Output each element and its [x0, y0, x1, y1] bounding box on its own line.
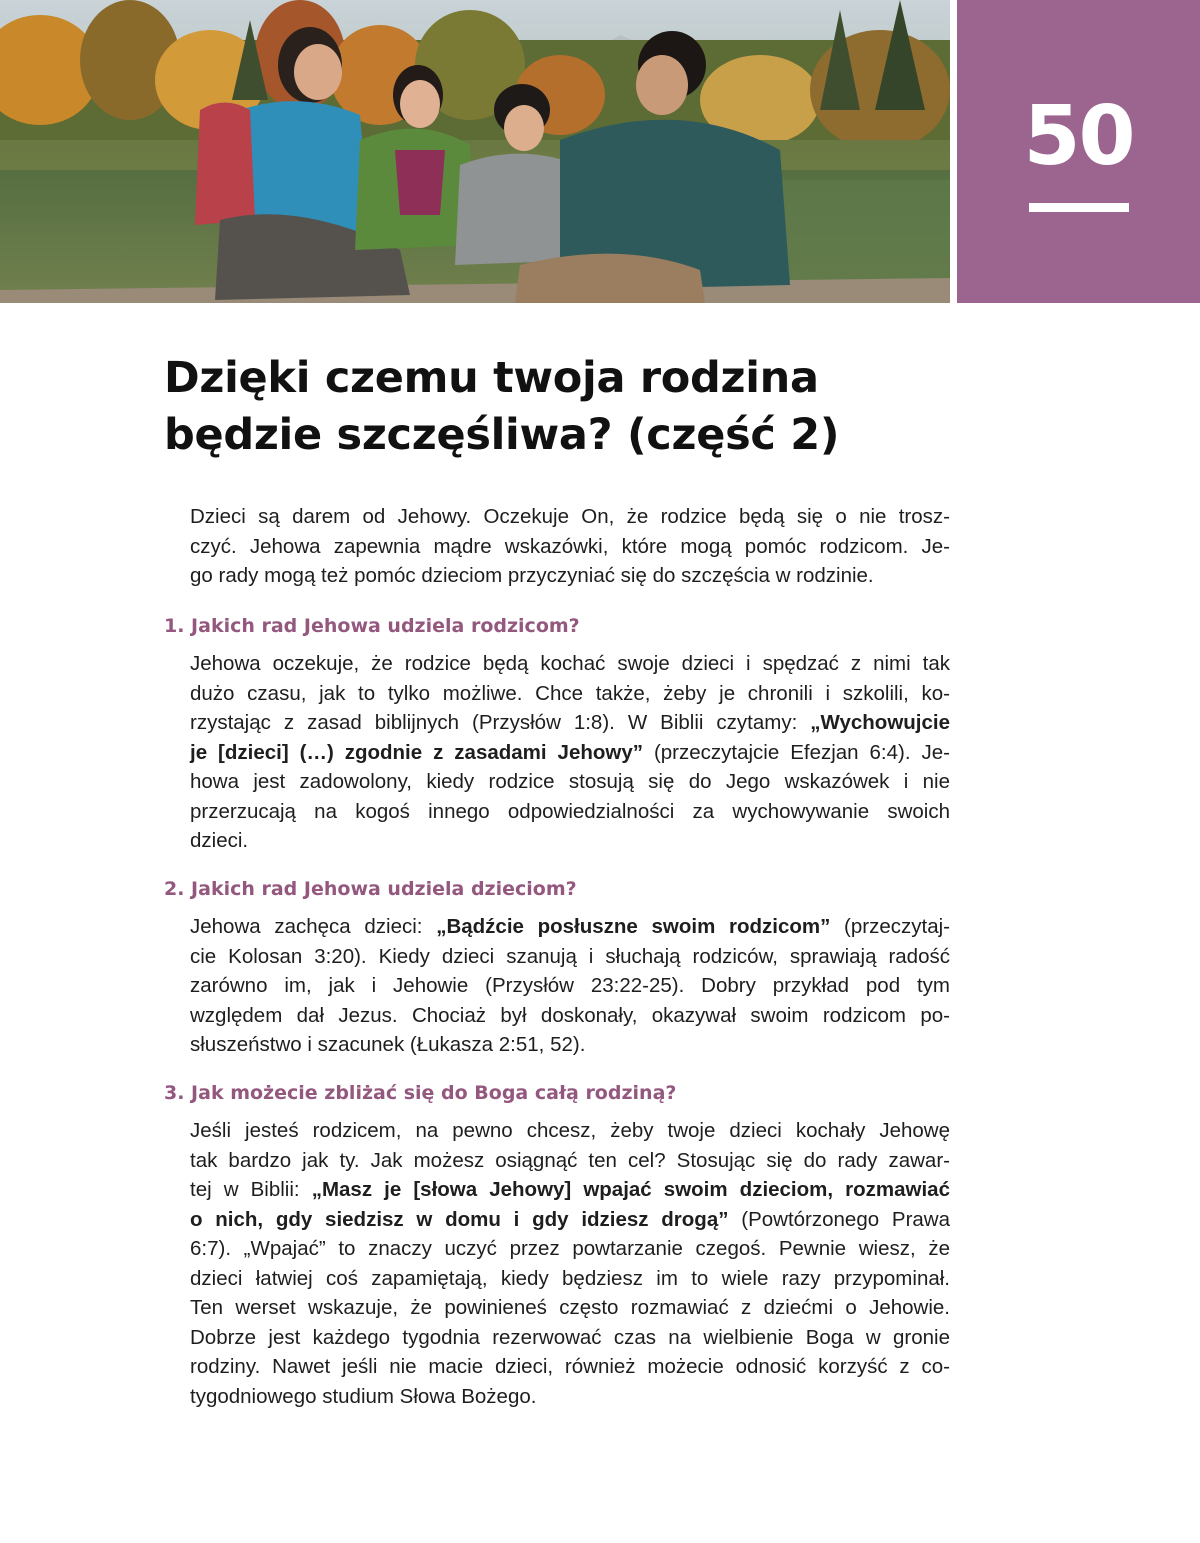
- lesson-number-panel: [957, 0, 1200, 303]
- answer-line: 6:7). „Wpajać” to znaczy uczyć przez powtarzanie czegoś. Pewnie wiesz, że: [190, 1237, 950, 1260]
- scripture-quote: „Wychowujcie: [810, 711, 950, 734]
- scripture-quote: „Bądźcie posłuszne swoim rodzicom”: [436, 915, 831, 938]
- lesson-number: 50: [1023, 89, 1134, 184]
- answer-line: dużo czasu, jak to tylko możliwe. Chce także, żeby je chronili i szkolili, ko-: [190, 681, 950, 705]
- answer-text: Jehowa zachęca dzieci:: [190, 915, 437, 938]
- intro-line: Dzieci są darem od Jehowy. Oczekuje On, że rodzice będą się o nie trosz-: [190, 505, 950, 528]
- answer-line: [190, 738, 950, 768]
- answer-line: tak bardzo jak ty. Jak możesz osiągnąć ten cel? Stosując się do rady zawar-: [190, 1148, 950, 1172]
- answer-text: (Powtórzonego Prawa: [728, 1207, 950, 1231]
- answer-line: zarówno im, jak i Jehowie (Przysłów 23:22-25). Dobry przykład pod tym: [190, 974, 950, 997]
- intro-line: go rady mogą też pomóc dzieciom przyczyniać się do szczęścia w rodzinie.: [190, 564, 874, 587]
- answer-1-paragraph: [190, 649, 950, 856]
- question-3-heading: 3. Jak możecie zbliżać się do Boga całą rodziną?: [164, 1082, 677, 1104]
- answer-line: [190, 708, 950, 738]
- answer-line: przerzucają na kogoś innego odpowiedzialności za wychowywanie swoich: [190, 799, 950, 823]
- header-photo-family-by-lake: [0, 0, 950, 303]
- answer-text: (przeczytajcie Efezjan 6:4). Je-: [643, 740, 950, 764]
- intro-line: czyć. Jehowa zapewnia mądre wskazówki, które mogą pomóc rodzicom. Je-: [190, 534, 950, 558]
- answer-text: rzystając z zasad biblijnych (Przysłów 1:8). W Biblii czytamy:: [190, 711, 811, 734]
- answer-line: Jeśli jesteś rodzicem, na pewno chcesz, żeby twoje dzieci kochały Jehowę: [190, 1119, 950, 1142]
- answer-3-paragraph: [190, 1116, 950, 1411]
- answer-line: Ten werset wskazuje, że powinieneś często rozmawiać z dziećmi o Jehowie.: [190, 1296, 950, 1319]
- answer-line: [190, 912, 950, 942]
- question-1-heading: 1. Jakich rad Jehowa udziela rodzicom?: [164, 615, 580, 637]
- answer-line: cie Kolosan 3:20). Kiedy dzieci szanują i słuchają rodziców, sprawiają radość: [190, 944, 950, 968]
- answer-2-paragraph: [190, 912, 950, 1060]
- lesson-title-line: będzie szczęśliwa? (część 2): [164, 410, 840, 460]
- answer-line: słuszeństwo i szacunek (Łukasza 2:51, 52).: [190, 1033, 586, 1056]
- answer-line: Dobrze jest każdego tygodnia rezerwować czas na wielbienie Boga w gronie: [190, 1325, 950, 1349]
- answer-line: [190, 1175, 950, 1205]
- answer-text: (przeczytaj-: [830, 915, 950, 938]
- answer-line: rodziny. Nawet jeśli nie macie dzieci, również możecie odnosić korzyść z co-: [190, 1355, 950, 1378]
- question-2-heading: 2. Jakich rad Jehowa udziela dzieciom?: [164, 878, 577, 900]
- scripture-quote: je [dzieci] (…) zgodnie z zasadami Jehowy”: [190, 740, 643, 764]
- lesson-title: [164, 350, 964, 464]
- answer-line: dzieci.: [190, 829, 249, 852]
- scripture-quote: „Masz je [słowa Jehowy] wpajać swoim dzieciom, rozmawiać: [311, 1178, 950, 1201]
- answer-line: względem dał Jezus. Chociaż był doskonały, okazywał swoim rodzicom po-: [190, 1003, 950, 1027]
- lesson-number-underline: [1029, 203, 1129, 212]
- intro-paragraph: [190, 502, 950, 591]
- answer-line: howa jest zadowolony, kiedy rodzice stosują się do Jego wskazówek i nie: [190, 770, 950, 793]
- scripture-quote: o nich, gdy siedzisz w domu i gdy idziesz drogą”: [190, 1207, 729, 1231]
- answer-text: tej w Biblii:: [190, 1178, 312, 1201]
- answer-line: Jehowa oczekuje, że rodzice będą kochać swoje dzieci i spędzać z nimi tak: [190, 652, 950, 675]
- answer-line: dzieci łatwiej coś zapamiętają, kiedy będziesz im to wiele razy przypominał.: [190, 1266, 950, 1290]
- answer-line: [190, 1205, 950, 1235]
- lesson-title-line: Dzięki czemu twoja rodzina: [164, 353, 819, 403]
- answer-line: tygodniowego studium Słowa Bożego.: [190, 1384, 537, 1408]
